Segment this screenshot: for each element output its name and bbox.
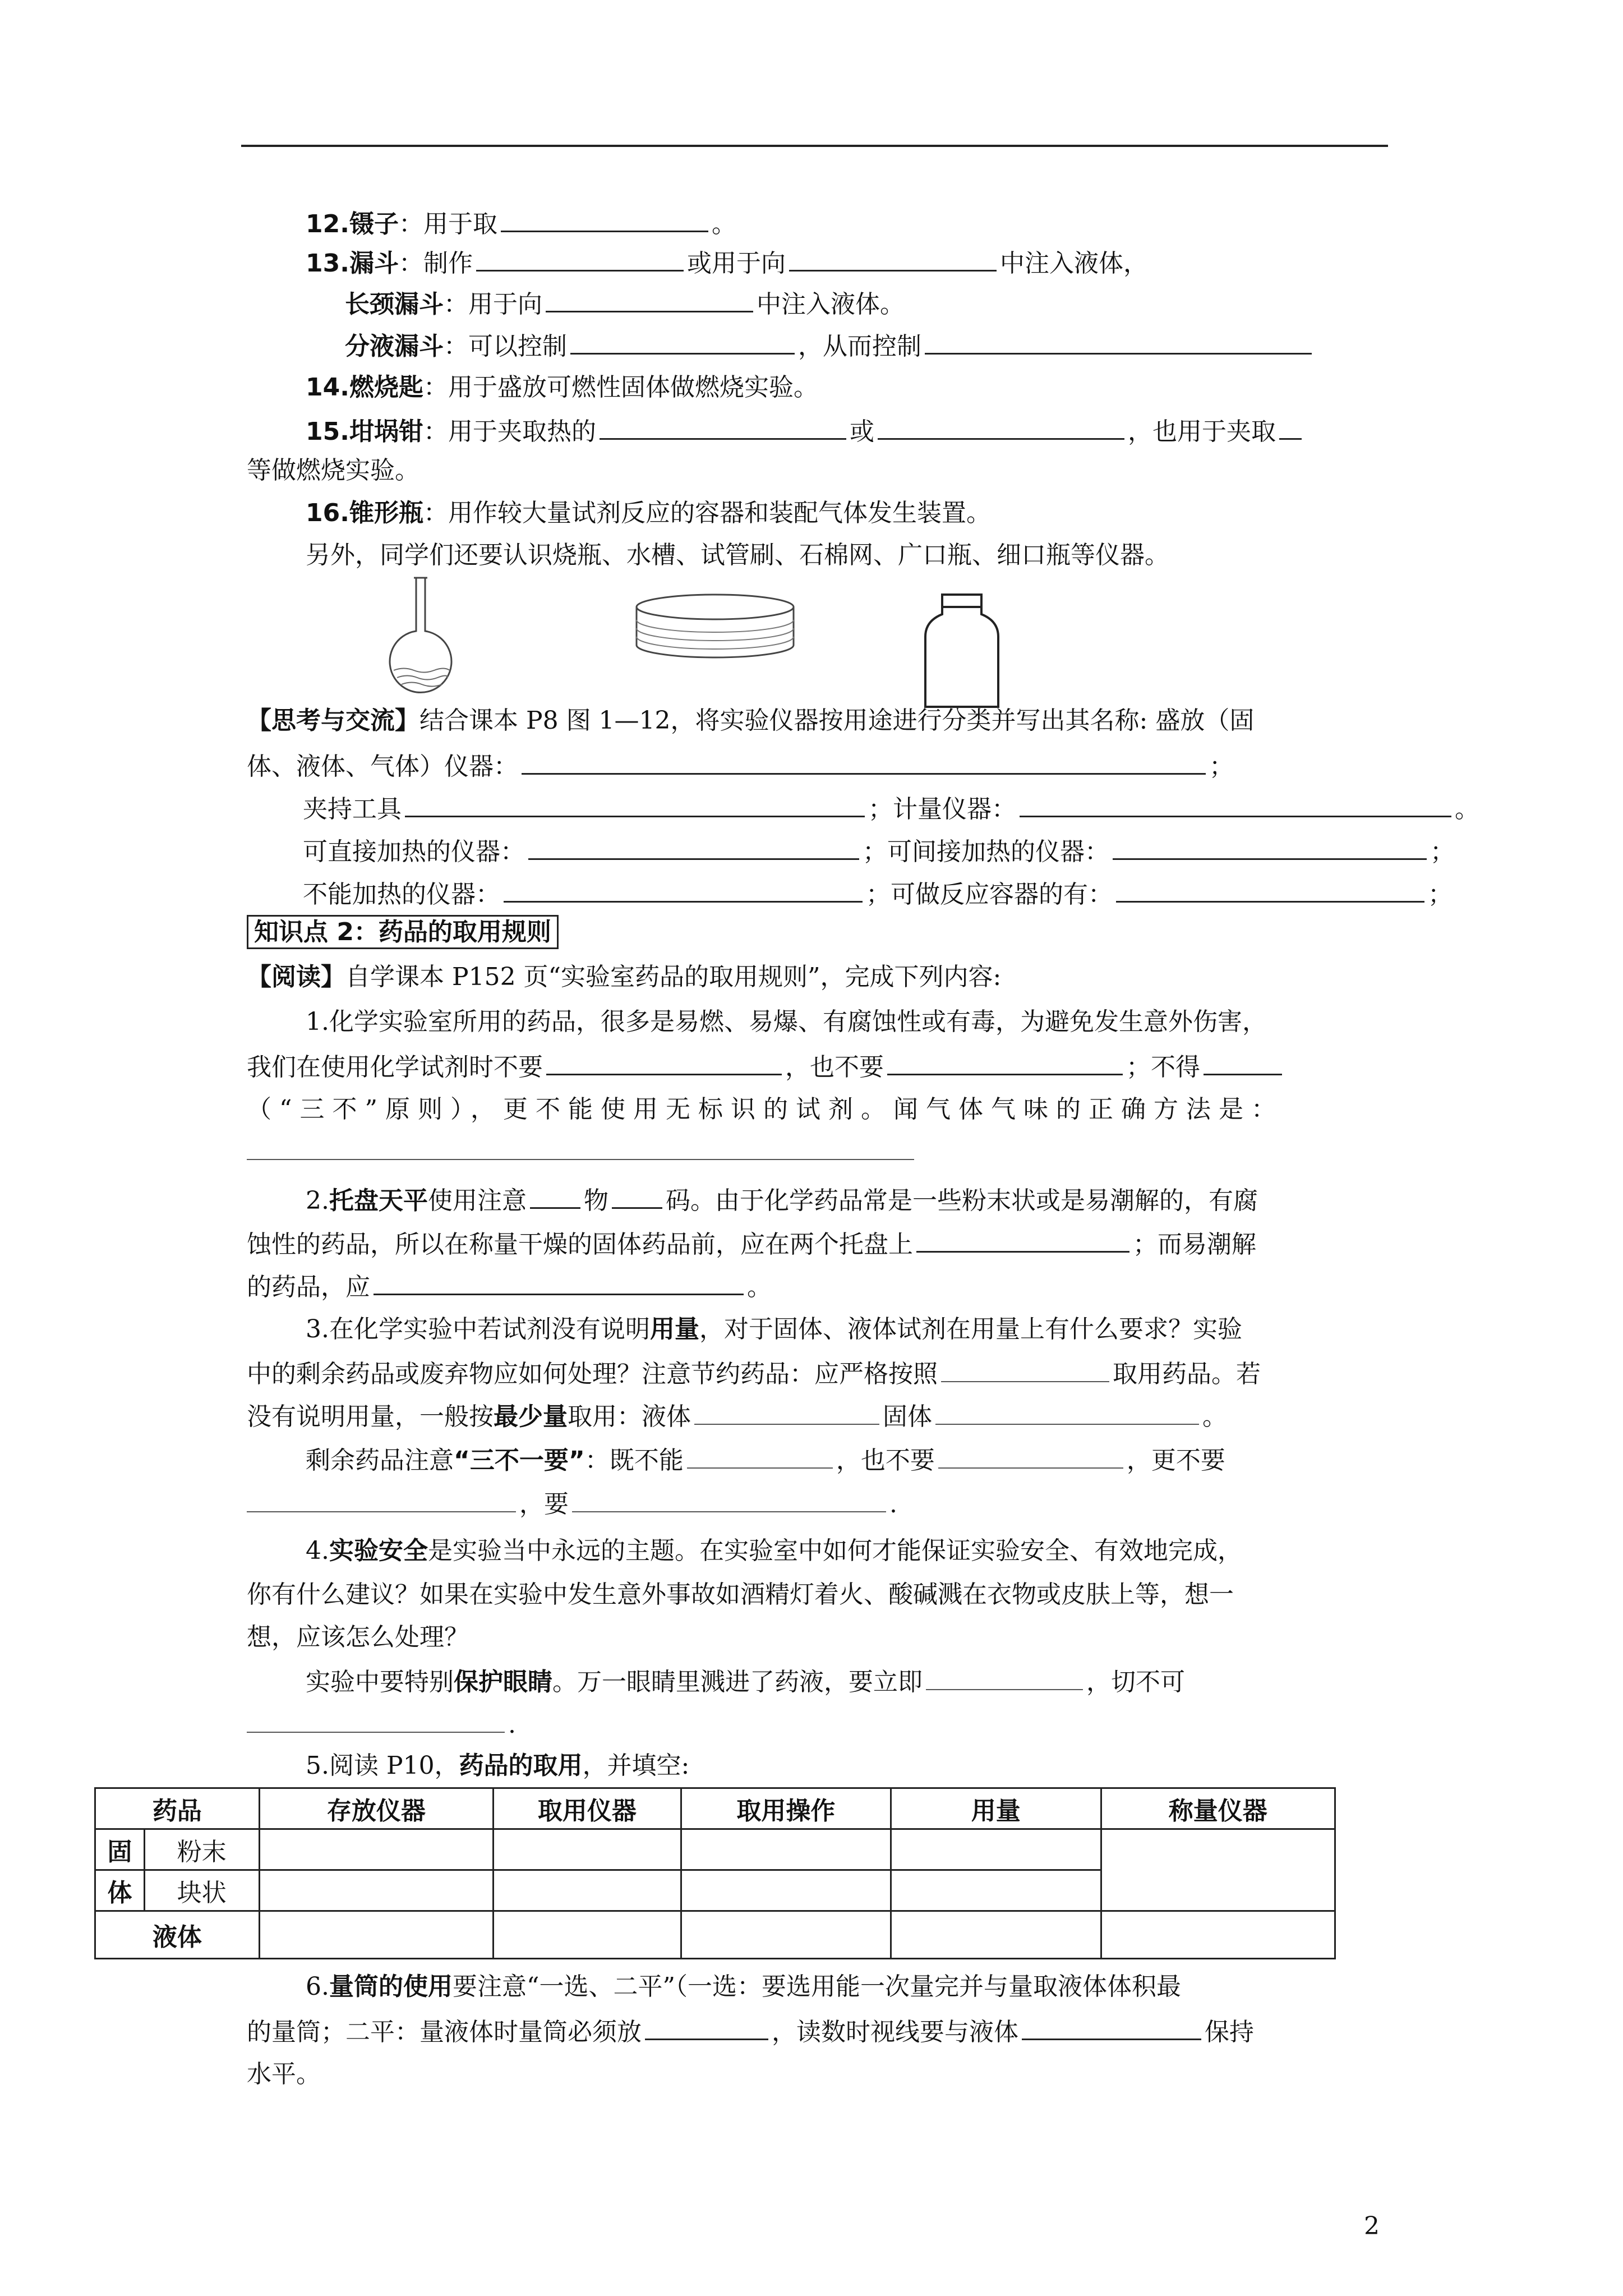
item-15-cont: 等做燃烧实验。 [247, 456, 419, 485]
item-13-separatory-funnel: 分液漏斗：可以控制 ，从而控制 [345, 328, 1315, 364]
blank[interactable] [938, 1443, 1123, 1469]
blank[interactable] [916, 1226, 1129, 1253]
blank[interactable] [600, 413, 846, 440]
flask-icon [381, 572, 460, 701]
item-14: 14.燃烧匙：用于盛放可燃性固体做燃烧实验。 [306, 373, 818, 402]
table-cell[interactable] [891, 1870, 1101, 1911]
think-line-5: 不能加热的仪器： ；可做反应容器的有： ； [303, 876, 1453, 912]
blank[interactable] [546, 1049, 782, 1075]
table-cell[interactable] [259, 1870, 493, 1911]
blank[interactable] [1279, 413, 1302, 440]
row-label-powder: 粉末 [144, 1829, 259, 1870]
think-line-4: 可直接加热的仪器： ；可间接加热的仪器： ； [303, 834, 1455, 869]
blank[interactable] [528, 834, 859, 860]
blank[interactable] [530, 1182, 580, 1209]
blank[interactable] [694, 1399, 879, 1425]
table-cell[interactable] [1101, 1911, 1335, 1959]
knowledge-point-2: 知识点 2：药品的取用规则 [247, 915, 559, 949]
blank[interactable] [1020, 791, 1451, 817]
table-header: 药品 [95, 1788, 260, 1829]
blank[interactable] [374, 1269, 744, 1295]
p2-line-1: 2.托盘天平使用注意 物 码。由于化学药品常是一些粉末状或是易潮解的，有腐 [306, 1182, 1258, 1218]
item-13-long-funnel: 长颈漏斗：用于向 中注入液体。 [345, 286, 905, 321]
solid-label-top: 固 [95, 1829, 145, 1870]
blank[interactable] [645, 2014, 768, 2040]
table-cell[interactable] [681, 1911, 891, 1959]
table-cell[interactable] [259, 1829, 493, 1870]
blank[interactable] [522, 748, 1206, 775]
row-label-lump: 块状 [144, 1870, 259, 1911]
p4-line-5: . [247, 1707, 516, 1742]
table-cell[interactable] [891, 1911, 1101, 1959]
blank[interactable] [789, 245, 997, 272]
p2-line-3: 的药品，应 。 [247, 1269, 772, 1304]
p4-line-1: 4.实验安全是实验当中永远的主题。在实验室中如何才能保证实验安全、有效地完成， [306, 1536, 1242, 1565]
p5-line: 5.阅读 P10，药品的取用，并填空: [306, 1751, 690, 1780]
item-15: 15.坩埚钳：用于夹取热的 或 ，也用于夹取 [306, 413, 1305, 449]
p3-line-3: 没有说明用量，一般按最少量取用：液体 固体 。 [247, 1399, 1227, 1434]
table-cell[interactable] [681, 1829, 891, 1870]
table-cell[interactable] [681, 1870, 891, 1911]
blank[interactable] [247, 1134, 914, 1160]
table-cell[interactable] [494, 1829, 681, 1870]
blank[interactable] [941, 1356, 1109, 1382]
p3-line-1: 3.在化学实验中若试剂没有说明用量，对于固体、液体试剂在用量上有什么要求？实验 [306, 1315, 1242, 1343]
blank[interactable] [935, 1399, 1199, 1425]
blank[interactable] [926, 1664, 1083, 1690]
p6-line-3: 水平。 [247, 2060, 321, 2088]
table-row-liquid [95, 1911, 1335, 1959]
blank[interactable] [405, 791, 865, 817]
p1-line-2: 我们在使用化学试剂时不要 ，也不要 ；不得 [247, 1049, 1285, 1084]
blank[interactable] [247, 1707, 505, 1733]
blank[interactable] [612, 1182, 662, 1209]
page-number: 2 [1364, 2212, 1380, 2240]
item-13: 13.漏斗：制作 或用于向 中注入液体， [306, 245, 1148, 280]
p3-line-2: 中的剩余药品或废弃物应如何处理？注意节约药品：应严格按照 取用药品。若 [247, 1356, 1261, 1391]
p4-line-4: 实验中要特别保护眼睛。万一眼睛里溅进了药液，要立即 ，切不可 [306, 1664, 1185, 1699]
blank[interactable] [570, 328, 795, 355]
blank[interactable] [887, 1049, 1123, 1075]
water-trough-icon [631, 589, 799, 668]
p3-line-5: ，要 . [247, 1487, 897, 1521]
item-12: 12.镊子：用于取 。 [306, 206, 736, 241]
p4-line-3: 想，应该怎么处理？ [247, 1623, 469, 1651]
solid-label-bottom: 体 [95, 1870, 145, 1911]
table-cell[interactable] [1101, 1829, 1335, 1911]
blank[interactable] [687, 1443, 833, 1469]
read-line: 【阅读】自学课本 P152 页“实验室药品的取用规则”，完成下列内容: [247, 963, 1002, 991]
medicine-table [94, 1787, 1336, 1959]
blank[interactable] [1116, 876, 1424, 903]
table-cell[interactable] [494, 1870, 681, 1911]
blank[interactable] [504, 876, 863, 903]
table-cell[interactable] [494, 1911, 681, 1959]
table-cell[interactable] [891, 1829, 1101, 1870]
blank[interactable] [1204, 1049, 1282, 1075]
p1-line-1: 1.化学实验室所用的药品，很多是易燃、易爆、有腐蚀性或有毒，为避免发生意外伤害， [306, 1007, 1267, 1036]
item-16: 16.锥形瓶：用作较大量试剂反应的容器和装配气体发生装置。 [306, 499, 991, 527]
p4-line-2: 你有什么建议？如果在实验中发生意外事故如酒精灯着火、酸碱溅在衣物或皮肤上等，想一 [247, 1580, 1234, 1609]
table-header: 用量 [891, 1788, 1101, 1829]
table-header: 称量仪器 [1101, 1788, 1335, 1829]
table-cell[interactable] [259, 1911, 493, 1959]
blank[interactable] [925, 328, 1312, 355]
p6-line-1: 6.量筒的使用要注意“一选、二平”（一选：要选用能一次量完并与量取液体体积最 [306, 1972, 1181, 2001]
blank[interactable] [572, 1487, 886, 1512]
table-header: 取用仪器 [494, 1788, 681, 1829]
header-rule [241, 145, 1388, 147]
other-instruments: 另外，同学们还要认识烧瓶、水槽、试管刷、石棉网、广口瓶、细口瓶等仪器。 [306, 541, 1169, 569]
wide-mouth-bottle-icon [920, 592, 1004, 710]
p2-line-2: 蚀性的药品，所以在称量干燥的固体药品前，应在两个托盘上 ；而易潮解 [247, 1226, 1256, 1262]
blank[interactable] [1113, 834, 1427, 860]
table-header: 取用操作 [681, 1788, 891, 1829]
blank[interactable] [247, 1487, 516, 1512]
p1-line-3: （“三不”原则），更不能使用无标识的试剂。闻气体气味的正确方法是： [247, 1095, 1284, 1124]
p6-line-2: 的量筒；二平：量液体时量筒必须放 ，读数时视线要与液体 保持 [247, 2014, 1254, 2049]
think-line-3: 夹持工具 ；计量仪器： 。 [303, 791, 1479, 826]
table-row-powder [95, 1829, 1335, 1870]
blank[interactable] [501, 206, 708, 232]
blank[interactable] [878, 413, 1124, 440]
row-label-liquid: 液体 [95, 1911, 260, 1959]
blank[interactable] [546, 286, 753, 312]
think-line-2: 体、液体、气体）仪器： ； [247, 748, 1234, 784]
blank[interactable] [1022, 2014, 1201, 2040]
table-header-row [95, 1788, 1335, 1829]
think-line-1: 【思考与交流】结合课本 P8 图 1—12，将实验仪器按用途进行分类并写出其名称: 盛放（固 [247, 706, 1255, 735]
blank[interactable] [476, 245, 684, 272]
p1-line-4 [247, 1134, 917, 1169]
table-header: 存放仪器 [259, 1788, 493, 1829]
p3-line-4: 剩余药品注意“三不一要”：既不能 ，也不要 ，更不要 [306, 1443, 1225, 1478]
